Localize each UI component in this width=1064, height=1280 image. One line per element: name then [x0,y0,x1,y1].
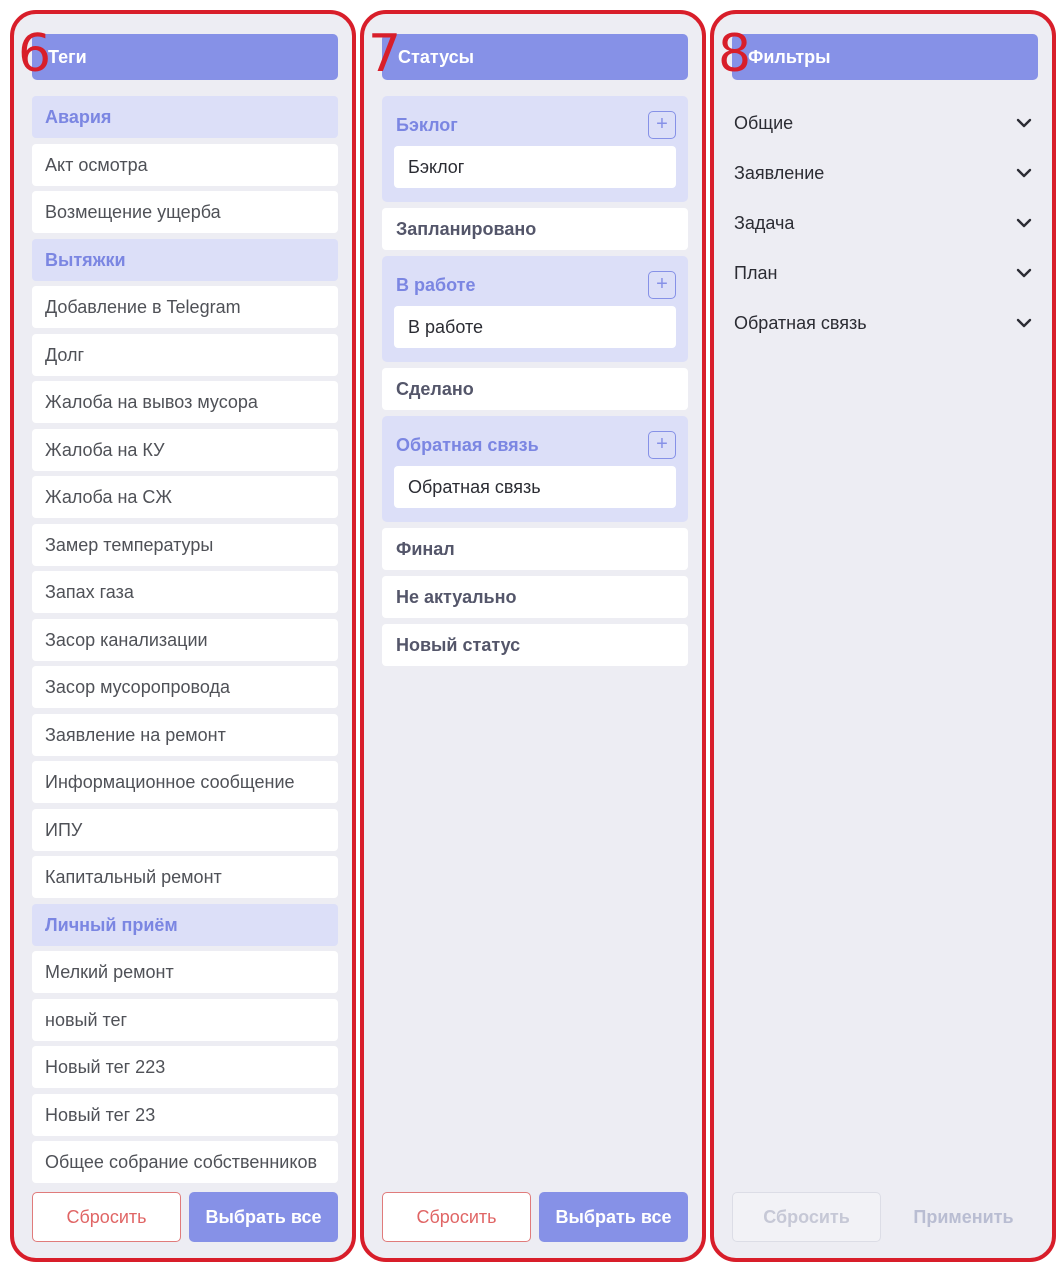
tag-group[interactable]: Личный приём [32,904,338,946]
reset-button[interactable]: Сбросить [382,1192,531,1242]
filter-accordion-item[interactable] [732,98,1038,148]
tag-item[interactable]: Замер температуры [32,524,338,566]
filter-list [732,98,1038,348]
status-item[interactable]: Обратная связь [394,466,676,508]
tag-item[interactable]: Возмещение ущерба [32,191,338,233]
tag-item[interactable]: Добавление в Telegram [32,286,338,328]
status-group-in-progress[interactable] [382,256,688,362]
status-group-backlog[interactable] [382,96,688,202]
filter-label: Обратная связь [734,312,867,333]
filter-label: Общие [734,112,794,133]
statuses-panel [360,10,706,1262]
tag-item[interactable]: Общее собрание собственников [32,1141,338,1183]
chevron-down-icon[interactable] [1014,263,1034,283]
status-group-feedback[interactable] [382,416,688,522]
chevron-down-icon[interactable] [1014,113,1034,133]
status-group-title: В работе [396,275,476,295]
chevron-down-icon[interactable] [1014,213,1034,233]
plus-icon[interactable]: + [648,271,676,299]
tag-item[interactable]: Засор мусоропровода [32,666,338,708]
filter-accordion-item[interactable] [732,248,1038,298]
status-item[interactable]: Бэклог [394,146,676,188]
filter-label: Задача [734,212,795,233]
tag-item[interactable]: Мелкий ремонт [32,951,338,993]
tag-item[interactable]: Долг [32,334,338,376]
tag-item[interactable]: Запах газа [32,571,338,613]
tag-group[interactable]: Вытяжки [32,239,338,281]
tag-item[interactable]: Новый тег 223 [32,1046,338,1088]
tag-item[interactable]: Жалоба на КУ [32,429,338,471]
status-item[interactable]: В работе [394,306,676,348]
panel-number: 8 [718,24,752,84]
tag-item[interactable]: Информационное сообщение [32,761,338,803]
statuses-footer [382,1192,688,1242]
filters-panel [710,10,1056,1262]
apply-button[interactable]: Применить [913,1207,1014,1227]
filters-footer [732,1192,1038,1242]
filter-label: План [734,262,778,283]
reset-button[interactable]: Сбросить [32,1192,181,1242]
chevron-down-icon[interactable] [1014,313,1034,333]
select-all-button[interactable]: Выбрать все [189,1192,338,1242]
chevron-down-icon[interactable] [1014,163,1034,183]
select-all-button[interactable]: Выбрать все [539,1192,688,1242]
plus-icon[interactable]: + [648,111,676,139]
tag-item[interactable]: Капитальный ремонт [32,856,338,898]
status-item-new-status[interactable]: Новый статус [382,624,688,666]
tag-item[interactable]: ИПУ [32,809,338,851]
status-group-title: Бэклог [396,115,458,135]
tag-item[interactable]: новый тег [32,999,338,1041]
tag-item[interactable]: Акт осмотра [32,144,338,186]
panel-number: 6 [18,24,52,84]
tags-header: Теги [32,34,338,80]
status-item-not-actual[interactable]: Не актуально [382,576,688,618]
tags-panel [10,10,356,1262]
filter-accordion-item[interactable] [732,298,1038,348]
status-item-done[interactable]: Сделано [382,368,688,410]
tag-list[interactable] [32,96,338,1188]
status-item-planned[interactable]: Запланировано [382,208,688,250]
status-list [382,96,688,672]
tag-item[interactable]: Засор канализации [32,619,338,661]
reset-button[interactable]: Сбросить [732,1192,881,1242]
tag-item[interactable]: Жалоба на СЖ [32,476,338,518]
tag-item[interactable]: Новый тег 23 [32,1094,338,1136]
tags-footer [32,1192,338,1242]
filter-accordion-item[interactable] [732,198,1038,248]
filter-accordion-item[interactable] [732,148,1038,198]
plus-icon[interactable]: + [648,431,676,459]
status-item-final[interactable]: Финал [382,528,688,570]
panel-number: 7 [368,24,402,84]
tag-item[interactable]: Заявление на ремонт [32,714,338,756]
tag-group[interactable]: Авария [32,96,338,138]
filter-label: Заявление [734,162,825,183]
status-group-title: Обратная связь [396,435,539,455]
statuses-header: Статусы [382,34,688,80]
filters-header: Фильтры [732,34,1038,80]
tag-item[interactable]: Жалоба на вывоз мусора [32,381,338,423]
